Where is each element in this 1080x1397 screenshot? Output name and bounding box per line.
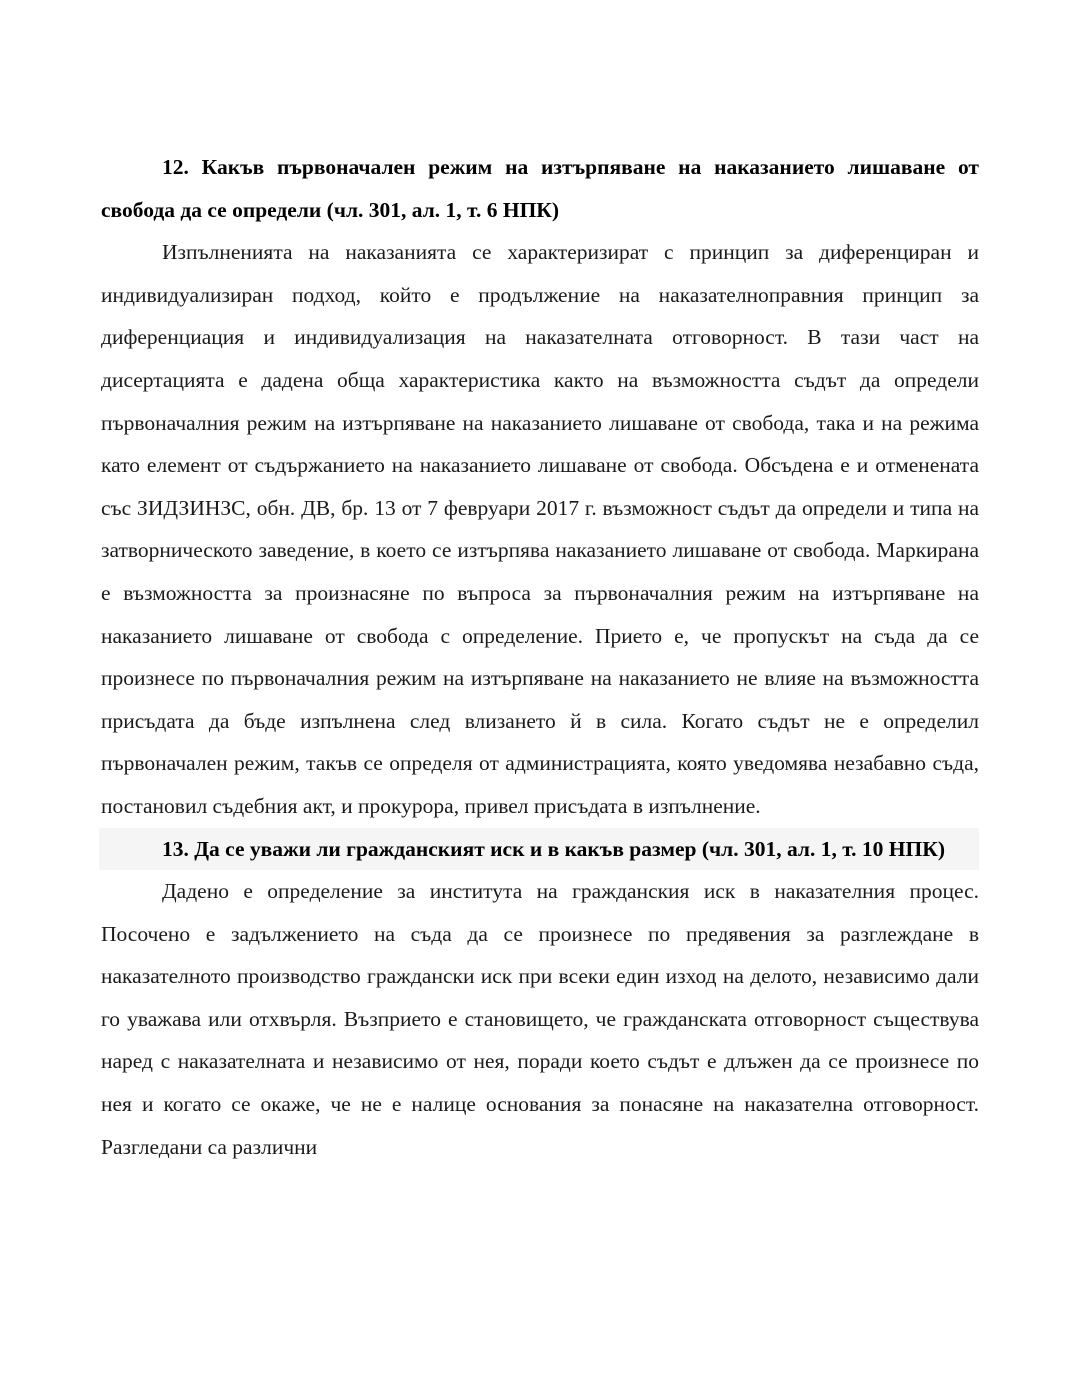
section-12-heading: 12. Какъв първоначален режим на изтърпяване на наказанието лишаване от свобода да се определи (чл. 301, ал. 1, т. 6 НПК) — [101, 155, 979, 222]
section-13-paragraph: Дадено е определение за института на гражданския иск в наказателния процес. Посочено е задължението на съда да се произнесе по предявения за разглеждане в наказателното производство граждански иск при всеки един изход на делото, независимо дали го уважава или отхвърля. Възприето е становището, че гражданската отговорност съществува наред с наказателната и независимо от нея, поради което съдът е длъжен да се произнесе по нея и когато се окаже, че не е налице основания за понасяне на наказателна отговорност. Разгледани са различни — [101, 879, 979, 1159]
document-page — [101, 146, 979, 1168]
section-13-heading: 13. Да се уважи ли гражданският иск и в какъв размер (чл. 301, ал. 1, т. 10 НПК) — [99, 828, 979, 871]
section-12-paragraph: Изпълненията на наказанията се характеризират с принцип за диференциран и индивидуализиран подход, който е продължение на наказателноправния принцип за диференциация и индивидуализация на наказателната отговорност. В тази част на дисертацията е дадена обща характеристика както на възможността съдът да определи първоначалния режим на изтърпяване на наказанието лишаване от свобода, така и на режима като елемент от съдържанието на наказанието лишаване от свобода. Обсъдена е и отменената със ЗИДЗИНЗС, обн. ДВ, бр. 13 от 7 февруари 2017 г. възможност съдът да определи и типа на затворническото заведение, в което се изтърпява наказанието лишаване от свобода. Маркирана е възможността за произнасяне по въпроса за първоначалния режим на изтърпяване на наказанието лишаване от свобода с определение. Прието е, че пропускът на съда да се произнесе по първоначалния режим на изтърпяване на наказанието не влияе на възможността присъдата да бъде изпълнена след влизането й в сила. Когато съдът не е определил първоначален режим, такъв се определя от администрацията, която уведомява незабавно съда, постановил съдебния акт, и прокурора, привел присъдата в изпълнение. — [101, 240, 979, 818]
